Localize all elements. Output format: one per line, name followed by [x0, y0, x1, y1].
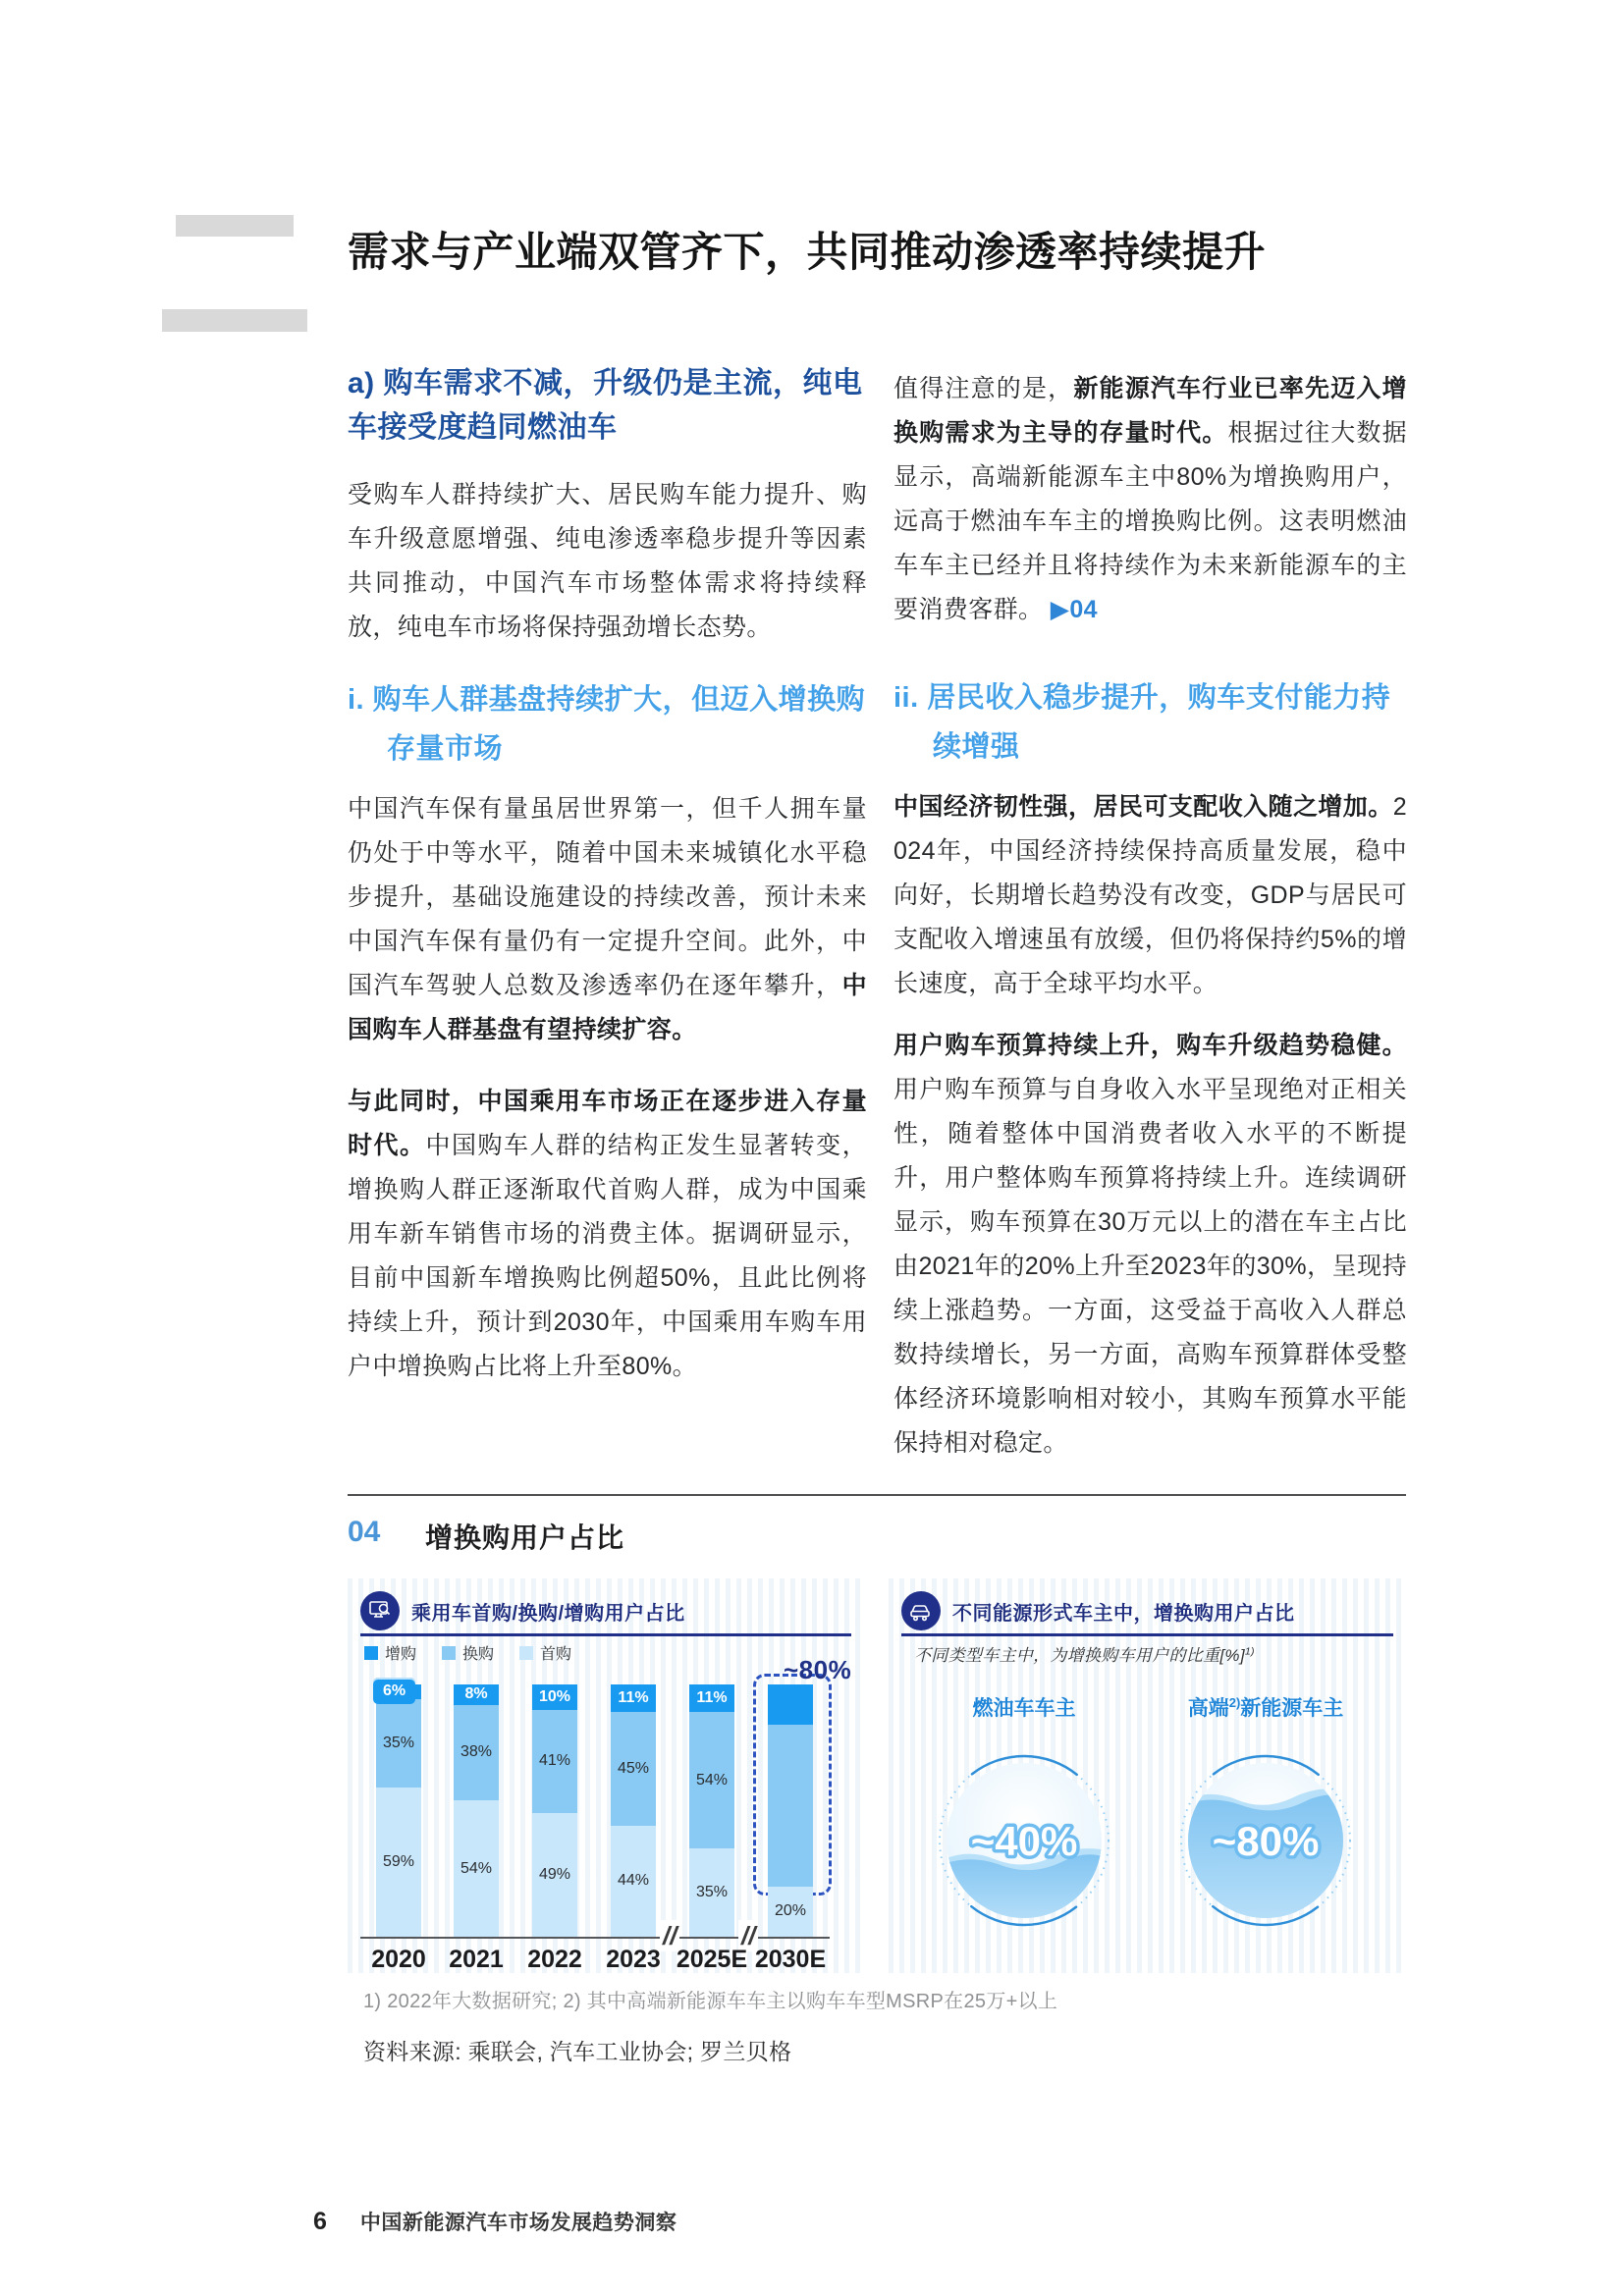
bar-segment-换购 [689, 1712, 734, 1848]
gauge-0 [938, 1754, 1110, 1927]
x-axis-label: 2030E [754, 1946, 827, 1973]
footnote: 1) 2022年大数据研究; 2) 其中高端新能源车车主以购车车型MSRP在25万+以上 [363, 1991, 1058, 2012]
page-title: 需求与产业端双管齐下，共同推动渗透率持续提升 [348, 229, 1267, 276]
footer-title: 中国新能源汽车市场发展趋势洞察 [359, 2212, 677, 2234]
bar-segment-增购 [454, 1684, 499, 1705]
stacked-bar-plot [348, 1578, 864, 1973]
section-divider [348, 1494, 1406, 1496]
bar-segment-首购 [454, 1800, 499, 1937]
bar-value-label: 44% [617, 1872, 650, 1890]
column-left [348, 361, 867, 1415]
legend-item-增购: 增购 [364, 1641, 416, 1664]
column-right [893, 367, 1407, 1491]
gauge-svg [1179, 1754, 1352, 1927]
chart-title: 不同能源形式车主中，增换购用户占比 [952, 1602, 1295, 1625]
gauge-svg [938, 1754, 1110, 1927]
paragraph [348, 473, 867, 650]
subheading-ii: ii. 居民收入稳步提升，购车支付能力持续增强 [893, 682, 1391, 763]
decor-bar-top [176, 215, 294, 237]
bar-segment-换购 [454, 1705, 499, 1801]
x-axis-label: 2025E [676, 1946, 748, 1973]
paragraph [893, 785, 1407, 1006]
bar-value-label: 8% [464, 1685, 488, 1703]
text-run: 中国经济韧性强，居民可支配收入随之增加。 [893, 793, 1393, 821]
page-number: 6 [313, 2208, 327, 2235]
text-run: 中国购车人群基盘有望持续扩容。 [348, 972, 867, 1043]
axis-break-icon: // [738, 1920, 758, 1951]
section-number: 04 [348, 1516, 381, 1548]
bar-value-label: 11% [618, 1689, 649, 1707]
bar-segment-首购 [611, 1826, 656, 1937]
bar-value-label: 41% [538, 1752, 571, 1770]
bar-segment-首购 [532, 1813, 577, 1937]
subheading-i: i. 购车人群基盘持续扩大，但迈入增换购存量市场 [348, 684, 866, 765]
gauge-label-1: 高端$^{2)}$新能源车主 [1187, 1695, 1344, 1720]
text-run: 用户购车预算持续上升，购车升级趋势稳健。 [893, 1032, 1407, 1059]
bar-value-label: 35% [695, 1884, 729, 1901]
paragraph [348, 787, 867, 1052]
chart-subtitle-footnote-marker: 1) [1244, 1645, 1255, 1658]
text-run: 2024年，中国经济持续保持高质量发展，稳中向好，长期增长趋势没有改变，GDP与居民可支配收入增速虽有放缓，但仍将保持约5%的增长速度，高于全球平均水平。 [893, 793, 1407, 997]
text-run: 新能源汽车行业已率先迈入增换购需求为主导的存量时代。 [893, 375, 1407, 447]
bar-segment-增购 [532, 1684, 577, 1710]
bar-value-label: 35% [382, 1735, 415, 1752]
bar-segment-增购 [611, 1684, 656, 1712]
paragraph [893, 1024, 1407, 1466]
chart-title: 乘用车首购/换购/增购用户占比 [411, 1602, 685, 1625]
bar-callout-chip: 6% [373, 1678, 415, 1704]
text-run: 根据过往大数据显示，高端新能源车主中80%为增换购用户，远高于燃油车车主的增换购比例。这表明燃油车车主已经并且将持续作为未来新能源车的主要消费客群。 [893, 419, 1408, 623]
text-run: 与此同时，中国乘用车市场正在逐步进入存量时代。 [348, 1088, 867, 1159]
bar-value-label: 20% [774, 1902, 807, 1920]
paragraph [348, 1080, 867, 1389]
car-owners-icon [901, 1591, 941, 1630]
text-run: 值得注意的是， [893, 375, 1074, 402]
bar-value-label: 54% [695, 1771, 729, 1789]
annotation-80pct: ~80% [784, 1655, 852, 1684]
x-axis-label: 2020 [371, 1946, 426, 1973]
bar-value-label: 11% [696, 1689, 728, 1707]
bar-value-label: 54% [460, 1859, 493, 1877]
axis-break-icon: // [660, 1920, 679, 1951]
text-run: 用户购车预算与自身收入水平呈现绝对正相关性，随着整体中国消费者收入水平的不断提升，用户整体购车预算将持续上升。连续调研显示，购车预算在30万元以上的潜在车主占比由2021年的20%上升至2023年的30%，呈现持续上涨趋势。一方面，这受益于高收入人群总数持续增长，另一方面，高购车预算群体受整体经济环境影响相对较小，其购车预算水平能保持相对稳定。 [893, 1076, 1407, 1457]
decor-bar-left [162, 309, 307, 332]
gauge-label-0: 燃油车车主 [972, 1697, 1076, 1720]
bar-segment-换购 [376, 1699, 421, 1788]
source-line: 资料来源: 乘联会, 汽车工业协会; 罗兰贝格 [363, 2039, 792, 2064]
paragraph [893, 367, 1407, 632]
text-run: 中国汽车保有量虽居世界第一，但千人拥车量仍处于中等水平，随着中国未来城镇化水平稳步提升，基础设施建设的持续改善，预计未来中国汽车保有量仍有一定提升空间。此外，中国汽车驾驶人总数及渗透率仍在逐年攀升， [348, 795, 867, 999]
x-axis [360, 1937, 830, 1939]
bar-value-label: 10% [538, 1687, 571, 1705]
chart-box-header [901, 1588, 1393, 1636]
chart-box-stacked-bar [348, 1578, 864, 1973]
text-run: 中国购车人群的结构正发生显著转变，增换购人群正逐渐取代首购人群，成为中国乘用车新车销售市场的消费主体。据调研显示，目前中国新车增换购比例超50%，且此比例将持续上升，预计到2030年，中国乘用车购车用户中增换购占比将上升至80%。 [348, 1132, 867, 1380]
bar-segment-换购 [768, 1725, 813, 1886]
exhibit-reference-04[interactable]: ▶04 [1043, 596, 1098, 623]
x-axis-label: 2023 [606, 1946, 661, 1973]
bar-segment-增购 [768, 1684, 813, 1725]
legend-item-换购: 换购 [442, 1641, 494, 1664]
x-axis-label: 2022 [527, 1946, 582, 1973]
bar-value-label: 59% [382, 1853, 415, 1871]
bar-segment-换购 [611, 1712, 656, 1826]
bar-segment-首购 [376, 1788, 421, 1937]
legend-item-首购: 首购 [519, 1641, 571, 1664]
section-title: 增换购用户占比 [425, 1522, 625, 1553]
heading-a: a) 购车需求不减，升级仍是主流，纯电车接受度趋同燃油车 [348, 367, 863, 444]
chart-box-gauges [889, 1578, 1406, 1973]
svg-text:~80%: ~80% [1212, 1818, 1320, 1864]
text-run: 受购车人群持续扩大、居民购车能力提升、购车升级意愿增强、纯电渗透率稳步提升等因素共同推动，中国汽车市场整体需求将持续释放，纯电车市场将保持强劲增长态势。 [348, 481, 867, 641]
bar-value-label: 45% [617, 1760, 650, 1778]
bar-value-label: 38% [460, 1743, 493, 1761]
bar-value-label: 49% [538, 1866, 571, 1884]
gauge-1 [1179, 1754, 1352, 1927]
bar-segment-换购 [532, 1710, 577, 1813]
bar-segment-首购 [689, 1848, 734, 1937]
svg-text:~40%: ~40% [970, 1818, 1078, 1864]
chart-subtitle [914, 1641, 1255, 1666]
page-footer [313, 2207, 677, 2236]
chart-subtitle-text: 不同类型车主中，为增换购车用户的比重[%] [914, 1646, 1245, 1665]
bar-segment-增购 [689, 1684, 734, 1712]
x-axis-label: 2021 [449, 1946, 504, 1973]
bar-segment-首购 [768, 1887, 813, 1937]
